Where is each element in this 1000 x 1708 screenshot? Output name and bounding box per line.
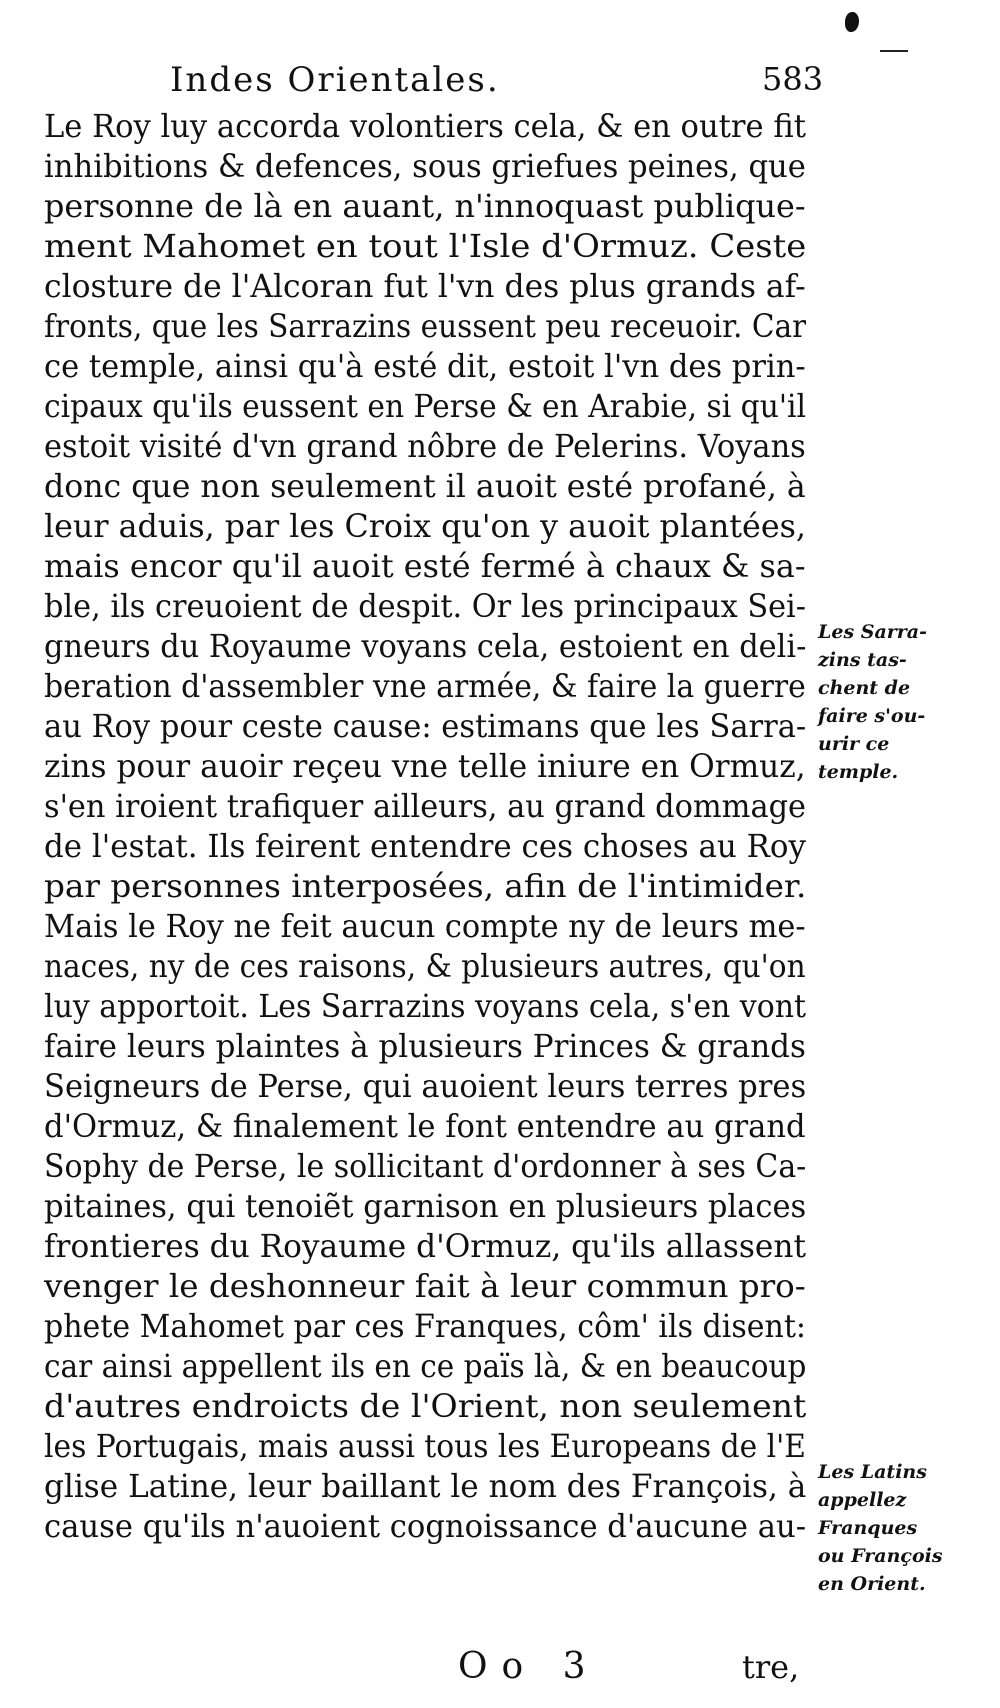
text-line: ment Mahomet en tout l'Isle d'Ormuz. Ceste [44,227,806,265]
text-line: Seigneurs de Perse, qui auoient leurs terres pres [44,1067,806,1105]
marginal-line: en Orient. [818,1573,926,1595]
text-line: de l'estat. Ils feirent entendre ces choses au Roy [44,827,806,865]
text-line: inhibitions & defences, sous griefues peines, que [44,147,806,185]
text-line: Mais le Roy ne feit aucun compte ny de leurs me- [44,907,806,945]
marginal-line: temple. [818,761,899,783]
text-line: pitaines, qui tenoiẽt garnison en plusieurs places [44,1187,806,1225]
text-line: cipaux qu'ils eussent en Perse & en Arabie, si qu'il [44,387,806,425]
edge-mark [880,50,908,52]
marginal-line: faire s'ou- [818,705,926,727]
text-line: glise Latine, leur baillant le nom des François, à [44,1467,806,1505]
marginal-line: Les Sarra- [818,621,928,643]
text-line: luy apportoit. Les Sarrazins voyans cela, s'en vont [44,987,806,1025]
text-line: Le Roy luy accorda volontiers cela, & en outre fit [44,107,806,145]
text-line: personne de là en auant, n'innoquast publique- [44,187,806,225]
text-line: d'autres endroicts de l'Orient, non seulement [44,1387,806,1425]
text-line: gneurs du Royaume voyans cela, estoient en deli- [44,627,806,665]
text-line: les Portugais, mais aussi tous les Europeans de l'E [44,1427,806,1465]
text-line: par personnes interposées, afin de l'intimider. [44,867,806,905]
text-line: Sophy de Perse, le sollicitant d'ordonner à ses Ca- [44,1147,806,1185]
marginal-line: appellez [818,1489,907,1511]
text-line: car ainsi appellent ils en ce païs là, & en beaucoup [44,1347,806,1385]
marginal-line: chent de [818,677,911,699]
text-line: venger le deshonneur fait à leur commun pro- [44,1267,806,1305]
text-line: closture de l'Alcoran fut l'vn des plus grands af- [44,267,806,305]
text-line: zins pour auoir reçeu vne telle iniure en Ormuz, [44,747,806,785]
text-line: frontieres du Royaume d'Ormuz, qu'ils allassent [44,1227,806,1265]
text-line: ble, ils creuoient de despit. Or les principaux Sei- [44,587,806,625]
marginal-note-sarrazins [818,618,978,786]
ink-speck [845,12,859,32]
text-line: donc que non seulement il auoit esté profané, à [44,467,806,505]
text-line: s'en iroient trafiquer ailleurs, au grand dommage [44,787,806,825]
text-line: leur aduis, par les Croix qu'on y auoit plantées, [44,507,806,545]
marginal-line: urir ce [818,733,890,755]
marginal-line: ou François [818,1545,943,1567]
body-text [44,106,806,1546]
text-line: estoit visité d'vn grand nôbre de Pelerins. Voyans [44,427,806,465]
text-line: ce temple, ainsi qu'à esté dit, estoit l'vn des prin- [44,347,806,385]
marginal-line: zins tas- [818,649,907,671]
running-title: Indes Orientales. [170,60,500,100]
text-line: naces, ny de ces raisons, & plusieurs autres, qu'on [44,947,806,985]
text-line: au Roy pour ceste cause: estimans que les Sarra- [44,707,806,745]
text-line: faire leurs plaintes à plusieurs Princes & grands [44,1027,806,1065]
text-line: d'Ormuz, & finalement le font entendre au grand [44,1107,806,1145]
signature-mark: Oo 3 [458,1646,600,1687]
text-line: fronts, que les Sarrazins eussent peu receuoir. Car [44,307,806,345]
text-line: cause qu'ils n'auoient cognoissance d'aucune au- [44,1507,806,1545]
catchword: tre, [742,1648,800,1686]
text-line: mais encor qu'il auoit esté fermé à chaux & sa- [44,547,806,585]
text-line: phete Mahomet par ces Franques, côm' ils disent: [44,1307,806,1345]
marginal-note-latins [818,1458,978,1598]
text-line: beration d'assembler vne armée, & faire la guerre [44,667,806,705]
marginal-line: Franques [818,1517,918,1539]
marginal-line: Les Latins [818,1461,927,1483]
page-number: 583 [762,60,824,98]
